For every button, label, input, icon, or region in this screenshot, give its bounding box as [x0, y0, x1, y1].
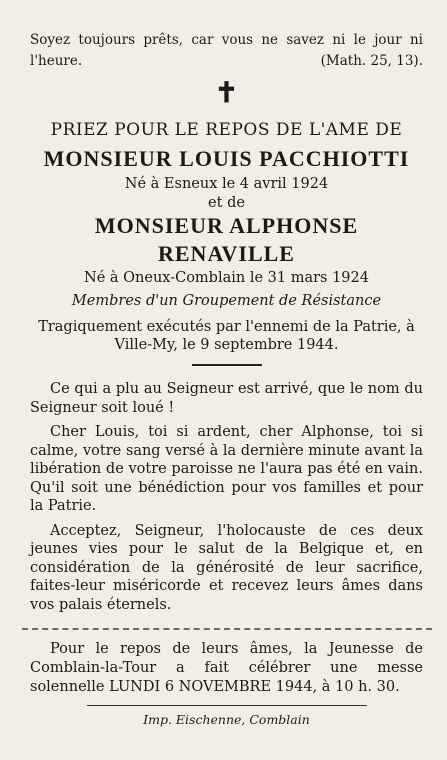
body-paragraph: Ce qui a plu au Seigneur est arrivé, que le nom du Seigneur soit loué ! [30, 381, 423, 416]
body-paragraph: Acceptez, Seigneur, l'holocauste de ces deux jeunes vies pour le salut de la Belgique et, en considération de la générosité de leur sacrifice, faites-leur miséricorde et recevez leurs âmes dans vos palais éternels. [30, 522, 423, 613]
prayer-heading: PRIEZ POUR LE REPOS DE L'AME DE [50, 120, 403, 140]
body-paragraph: Cher Louis, toi si ardent, cher Alphonse, toi si calme, votre sang versé à la dernière minute avant la libération de votre paroisse ne l'aura pas été en vain. Qu'il soit une bénédiction pour vos familles et pour la Patrie. [30, 424, 423, 514]
verse-reference: (Math. 25, 13). [320, 53, 423, 69]
divider [192, 364, 262, 366]
scripture-verse [30, 30, 423, 72]
person2-name: MONSIEUR ALPHONSE RENAVILLE [94, 213, 359, 266]
person1-name: MONSIEUR LOUIS PACCHIOTTI [43, 146, 410, 171]
dotted-divider [22, 628, 432, 630]
conjunction: et de [208, 195, 245, 211]
cross-icon: ✝ [214, 76, 239, 109]
printer-imprint: Imp. Eischenne, Comblain [143, 712, 310, 727]
imprint-divider [87, 705, 367, 706]
execution-notice: Tragiquement exécutés par l'ennemi de la Patrie, à Ville-My, le 9 septembre 1944. [38, 319, 415, 353]
person2-birth: Né à Oneux-Comblain le 31 mars 1924 [84, 270, 369, 286]
person1-birth: Né à Esneux le 4 avril 1924 [124, 176, 329, 192]
resistance-members: Membres d'un Groupement de Résistance [71, 293, 382, 309]
verse-text: Soyez toujours prêts, car vous ne savez ni le jour ni l'heure. [30, 32, 423, 69]
mass-notice: Pour le repos de leurs âmes, la Jeunesse de Comblain-la-Tour a fait célébrer une messe solennelle LUNDI 6 NOVEMBRE 1944, à 10 h. 30. [30, 641, 423, 695]
